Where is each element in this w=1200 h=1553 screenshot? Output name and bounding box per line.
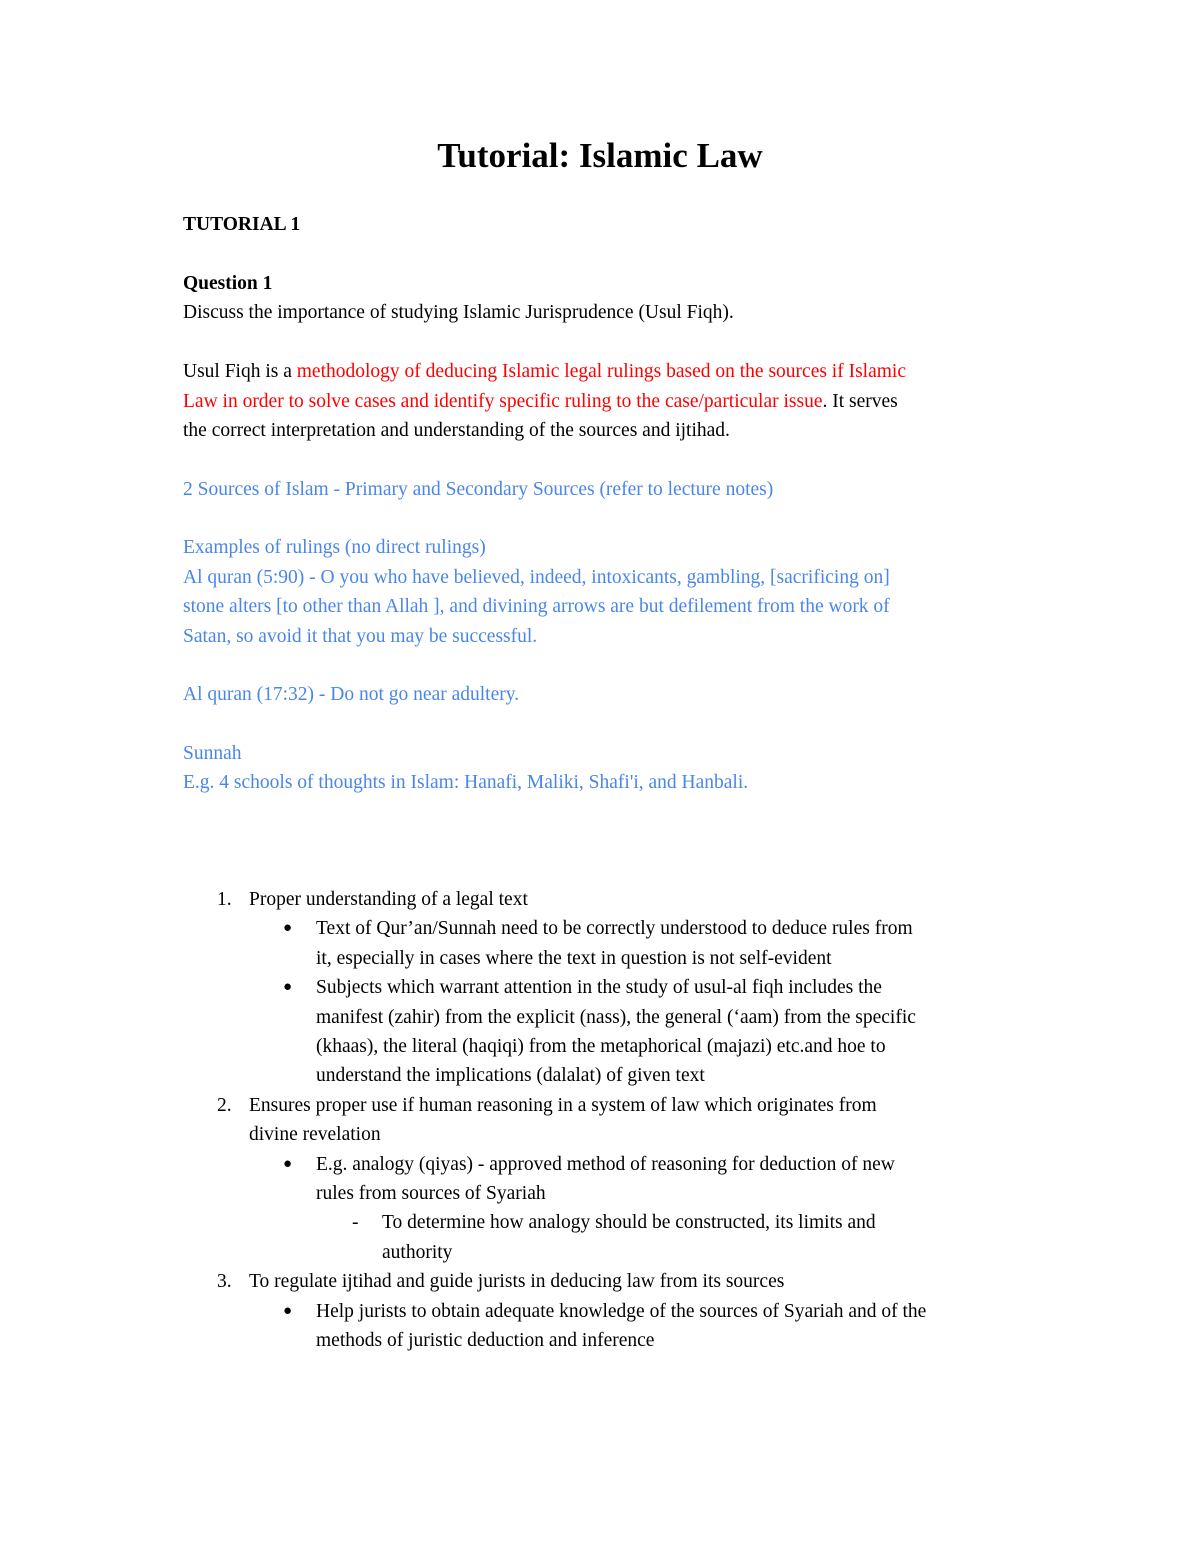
definition-line-3: the correct interpretation and understanding of the sources and ijtihad. <box>183 420 730 441</box>
tutorial-heading: TUTORIAL 1 <box>183 214 301 235</box>
bullet-icon: ● <box>283 979 293 996</box>
definition-line-1 <box>183 357 1043 386</box>
list-item <box>183 885 1043 1091</box>
bullet-item: ● Text of Qur’an/Sunnah need to be correctly understood to deduce rules from <box>183 914 1043 943</box>
bullet-item-continuation: (khaas), the literal (haqiqi) from the metaphorical (majazi) etc.and hoe to <box>316 1036 886 1058</box>
bullet-item: ● Help jurists to obtain adequate knowledge of the sources of Syariah and of the <box>183 1297 1043 1326</box>
bullet-icon: ● <box>283 920 293 937</box>
bullet-item-continuation: it, especially in cases where the text in question is not self-evident <box>316 947 832 969</box>
definition-after-highlight: . It serves <box>822 391 898 412</box>
bullet-item-continuation: understand the implications (dalalat) of given text <box>316 1065 705 1087</box>
definition-highlight-1: methodology of deducing Islamic legal rulings based on the sources if Islamic <box>296 361 906 382</box>
quran-5-90-line-2: stone alters [to other than Allah ], and divining arrows are but defilement from the work of <box>183 596 890 617</box>
dash-icon: - <box>352 1212 359 1234</box>
list-item-continuation: divine revelation <box>249 1124 381 1146</box>
quran-17-32: Al quran (17:32) - Do not go near adultery. <box>183 684 520 705</box>
dash-item-continuation: authority <box>382 1241 453 1263</box>
document-title: Tutorial: Islamic Law <box>437 136 763 175</box>
bullet-item: ● E.g. analogy (qiyas) - approved method of reasoning for deduction of new <box>183 1150 1043 1179</box>
sunnah-heading: Sunnah <box>183 743 242 764</box>
quran-5-90-line-1: Al quran (5:90) - O you who have believed, indeed, intoxicants, gambling, [sacrificing on] <box>183 567 890 588</box>
definition-line-2 <box>183 387 1043 416</box>
list-item-text: 3. To regulate ijtihad and guide jurists in deducing law from its sources <box>183 1267 1043 1296</box>
list-number: 3. <box>217 1271 232 1293</box>
sources-note: 2 Sources of Islam - Primary and Secondary Sources (refer to lecture notes) <box>183 479 774 500</box>
bullet-item-continuation: methods of juristic deduction and inference <box>316 1330 655 1352</box>
list-item-text: 1. Proper understanding of a legal text <box>183 885 1043 914</box>
examples-heading: Examples of rulings (no direct rulings) <box>183 537 486 558</box>
list-number: 2. <box>217 1094 232 1116</box>
definition-highlight-2: Law in order to solve cases and identify specific ruling to the case/particular issue <box>183 391 823 412</box>
bullet-item-continuation: rules from sources of Syariah <box>316 1183 546 1205</box>
bullet-item-continuation: manifest (zahir) from the explicit (nass), the general (‘aam) from the specific <box>316 1006 916 1028</box>
bullet-icon: ● <box>283 1302 293 1319</box>
bullet-item: ● Subjects which warrant attention in the study of usul-al fiqh includes the <box>183 973 1043 1002</box>
list-item <box>183 1091 1043 1267</box>
question-label: Question 1 <box>183 273 273 294</box>
question-text: Discuss the importance of studying Islamic Jurisprudence (Usul Fiqh). <box>183 302 734 323</box>
importance-list <box>183 885 1043 1356</box>
list-number: 1. <box>217 889 232 910</box>
definition-intro: Usul Fiqh is a <box>183 361 297 382</box>
list-item-text: 2. Ensures proper use if human reasoning in a system of law which originates from <box>183 1091 1043 1120</box>
bullet-icon: ● <box>283 1155 293 1172</box>
quran-5-90-line-3: Satan, so avoid it that you may be successful. <box>183 626 538 647</box>
schools-of-thought: E.g. 4 schools of thoughts in Islam: Hanafi, Maliki, Shafi'i, and Hanbali. <box>183 772 749 793</box>
dash-item: - To determine how analogy should be constructed, its limits and <box>183 1208 1043 1237</box>
list-item <box>183 1267 1043 1355</box>
